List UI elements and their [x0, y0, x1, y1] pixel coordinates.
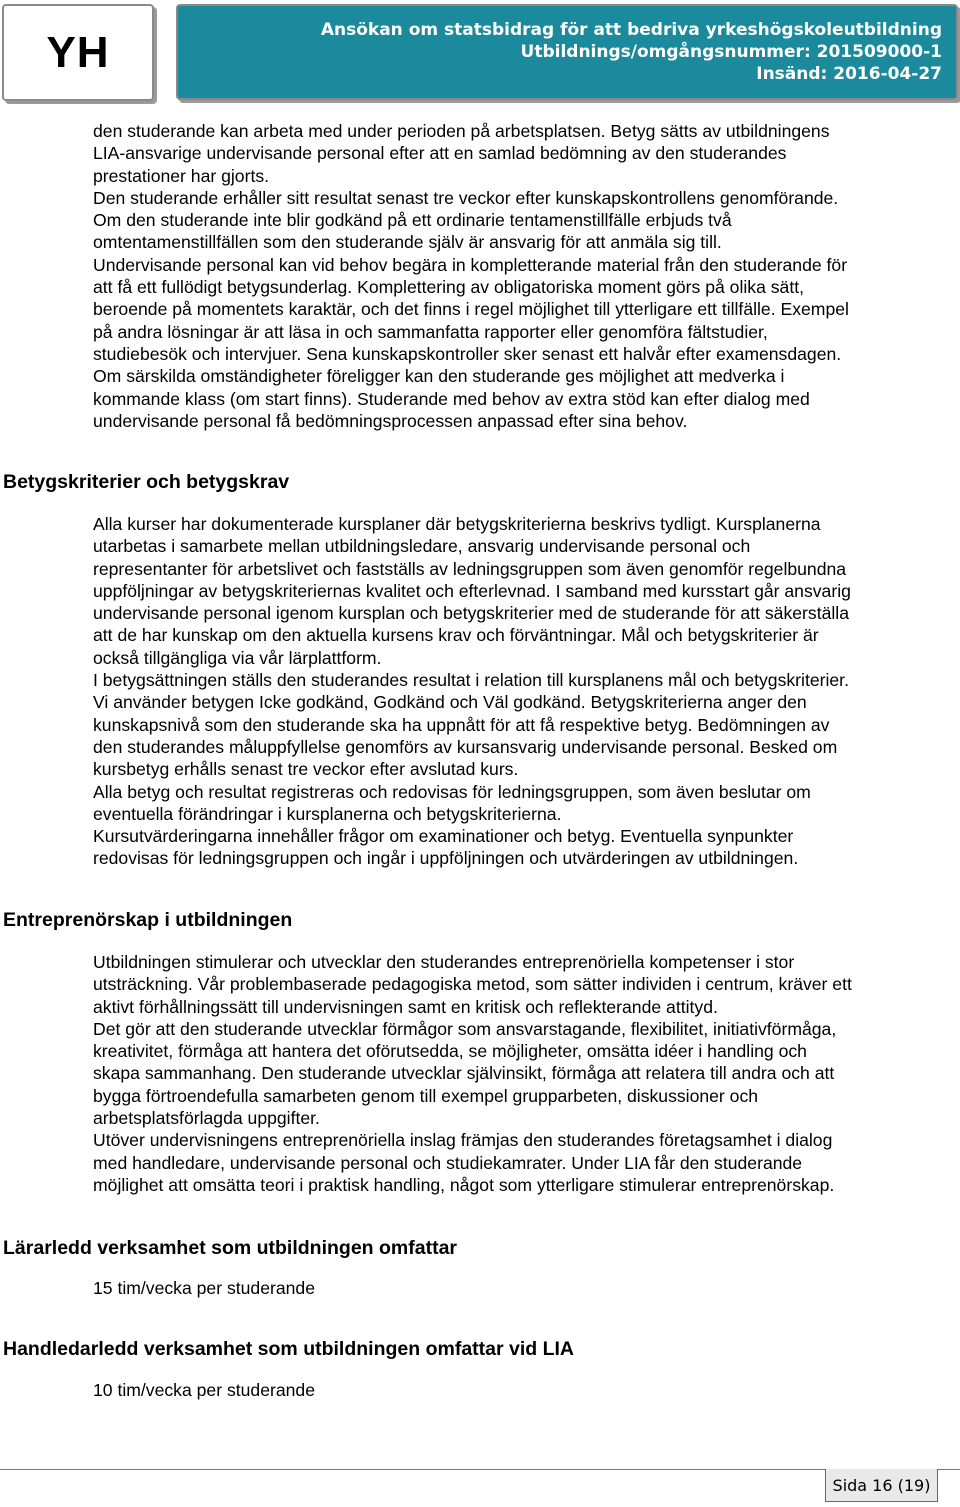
footer-divider	[0, 1469, 960, 1470]
page-number-text: Sida 16 (19)	[832, 1475, 931, 1495]
text-line: Alla kurser har dokumenterade kursplaner där betygskriterierna beskrivs tydligt. Kursplanerna	[93, 514, 821, 534]
section-heading-lararledd: Lärarledd verksamhet som utbildningen omfattar	[3, 1237, 458, 1259]
text-line: Om särskilda omständigheter föreligger kan den studerande ges möjlighet att medverka i	[93, 366, 785, 387]
text-line: skapa sammanhang. Den studerande utvecklar självinsikt, förmåga att relatera till andra och att	[93, 1063, 835, 1084]
text-line: Utöver undervisningens entreprenöriella inslag främjas den studerandes företagsamhet i dialog	[93, 1130, 833, 1151]
yh-logo-text: YH	[46, 27, 110, 77]
lararledd-value: 15 tim/vecka per studerande	[93, 1278, 316, 1298]
text-line: Alla betyg och resultat registreras och redovisas för ledningsgruppen, som även beslutar om	[93, 781, 811, 802]
section-heading-betygskriterier: Betygskriterier och betygskrav	[3, 471, 290, 493]
text-line: LIA-ansvarige undervisande personal efter att en samlad bedömning av den studerandes	[93, 143, 787, 164]
entreprenorskap-text	[93, 951, 951, 1196]
text-line: undervisande personal få bedömningsprocessen anpassad efter sina behov.	[93, 410, 688, 431]
section-heading-handledarledd: Handledarledd verksamhet som utbildningen omfattar vid LIA	[3, 1338, 575, 1360]
text-line: Utbildningen stimulerar och utvecklar den studerandes entreprenöriella kompetenser i stor	[93, 952, 795, 972]
text-line: omtentamenstillfällen som den studerande själv är ansvarig för att anmäla sig till.	[93, 232, 722, 253]
text-line: kunskapsnivå som den studerande ska ha uppnått för att få respektive betyg. Bedömningen av	[93, 714, 830, 735]
text-line: också tillgängliga via vår lärplattform.	[93, 647, 382, 668]
text-line: den studerande kan arbeta med under perioden på arbetsplatsen. Betyg sätts av utbildningens	[93, 121, 830, 141]
header-program-number: Utbildnings/omgångsnummer: 201509000-1	[520, 42, 942, 62]
intro-text	[93, 120, 951, 432]
text-line: undervisande personal igenom kursplan och betygskriterier med de studerande för att säkerställa	[93, 603, 849, 624]
text-line: Den studerande erhåller sitt resultat senast tre veckor efter kunskapskontrollens genomförande.	[93, 187, 839, 208]
text-line: på andra lösningar är att läsa in och sammanfatta rapporter eller genomföra fältstudier,	[93, 321, 768, 342]
text-line: redovisas för ledningsgruppen och ingår i uppföljningen och utvärderingen av utbildningen.	[93, 848, 799, 869]
betygskriterier-text	[93, 513, 951, 870]
yh-logo	[2, 4, 154, 101]
text-line: Vi använder betygen Icke godkänd, Godkänd och Väl godkänd. Betygskriterierna anger den	[93, 692, 807, 713]
text-line: beroende på momentets karaktär, och det finns i regel möjlighet till ytterligare ett tillfälle. Exempel	[93, 299, 849, 320]
text-line: Om den studerande inte blir godkänd på ett ordinarie tentamenstillfälle erbjuds två	[93, 210, 732, 231]
section-heading-entreprenorskap: Entreprenörskap i utbildningen	[3, 909, 293, 931]
text-line: studiebesök och intervjuer. Sena kunskapskontroller sker senast ett halvår efter examensdagen.	[93, 343, 842, 364]
text-line: utsträckning. Vår problembaserade pedagogiska metod, som sätter individen i centrum, kräver ett	[93, 974, 852, 995]
header-title: Ansökan om statsbidrag för att bedriva yrkeshögskoleutbildning	[320, 20, 942, 40]
header-submitted-date: Insänd: 2016-04-27	[756, 64, 942, 84]
text-line: bygga förtroendefulla samarbeten genom till exempel grupparbeten, diskussioner och	[93, 1085, 759, 1106]
page-number	[825, 1469, 938, 1502]
lararledd-text	[93, 1277, 951, 1299]
text-line: med handledare, undervisande personal och studiekamrater. Under LIA får den studerande	[93, 1152, 803, 1173]
handledarledd-text	[93, 1379, 951, 1401]
text-line: att få ett fullödigt betygsunderlag. Komplettering av obligatoriska moment görs på olika sätt,	[93, 277, 804, 298]
text-line: Kursutvärderingarna innehåller frågor om examinationer och betyg. Eventuella synpunkter	[93, 826, 794, 847]
text-line: arbetsplatsförlagda uppgifter.	[93, 1108, 320, 1129]
text-line: kommande klass (om start finns). Studerande med behov av extra stöd kan efter dialog med	[93, 388, 810, 409]
text-line: att de har kunskap om den aktuella kursens krav och förväntningar. Mål och betygskriterier är	[93, 625, 819, 646]
text-line: I betygsättningen ställs den studerandes resultat i relation till kursplanens mål och betygskriterier.	[93, 670, 849, 691]
text-line: aktivt förhållningssätt till undervisningen samt en kritisk och reflekterande attityd.	[93, 996, 718, 1017]
text-line: kreativitet, förmåga att hantera det oförutsedda, se möjligheter, omsätta idéer i handling och	[93, 1041, 807, 1062]
text-line: uppföljningar av betygskriteriernas kvalitet och efterlevnad. I samband med kursstart går ansvarig	[93, 580, 851, 601]
text-line: eventuella förändringar i kursplanerna och betygskriterierna.	[93, 803, 562, 824]
handledarledd-value: 10 tim/vecka per studerande	[93, 1380, 316, 1400]
header-banner	[176, 4, 958, 100]
text-line: möjlighet att omsätta teori i praktisk handling, något som ytterligare stimulerar entreprenörskap.	[93, 1174, 835, 1195]
text-line: Det gör att den studerande utvecklar förmågor som ansvarstagande, flexibilitet, initiativförmåga,	[93, 1018, 837, 1039]
text-line: representanter för arbetslivet och fastställs av ledningsgruppen som även genomför regelbundna	[93, 558, 847, 579]
text-line: den studerandes måluppfyllelse genomförs av kursansvarig undervisande personal. Besked om	[93, 736, 838, 757]
text-line: Undervisande personal kan vid behov begära in kompletterande material från den studerande för	[93, 254, 848, 275]
text-line: kursbetyg erhålls senast tre veckor efter avslutad kurs.	[93, 759, 519, 780]
text-line: prestationer har gjorts.	[93, 165, 270, 186]
text-line: utarbetas i samarbete mellan utbildningsledare, ansvarig undervisande personal och	[93, 536, 751, 557]
